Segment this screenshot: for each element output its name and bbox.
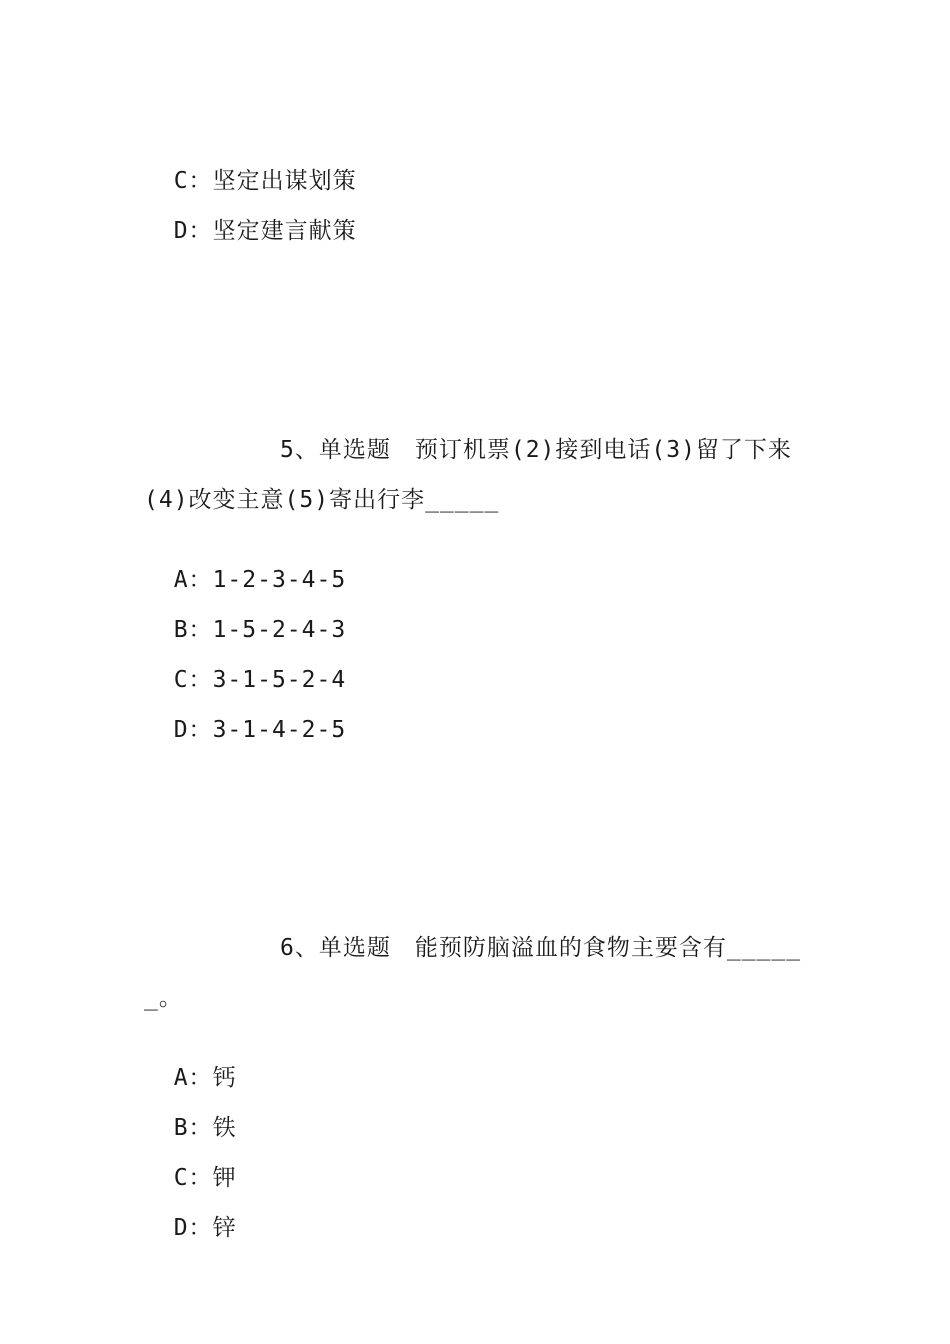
question-5-stem-line1: 5、单选题 预订机票(2)接到电话(3)留了下来: [280, 437, 792, 463]
option-key: D：: [173, 717, 213, 743]
option-text: 铁: [212, 1115, 237, 1141]
option-text: 钙: [212, 1065, 237, 1091]
option-key: D：: [173, 218, 213, 244]
option-key: A：: [173, 567, 213, 593]
question-6-stem-line2: _。: [144, 985, 183, 1011]
option-key: C：: [173, 1165, 213, 1191]
option-key: C：: [173, 667, 213, 693]
question-5-option-d: [144, 685, 346, 745]
option-key: A：: [173, 1065, 213, 1091]
question-5-stem-line2: (4)改变主意(5)寄出行李_____: [144, 487, 500, 513]
option-text: 锌: [212, 1215, 237, 1241]
option-key: B：: [173, 617, 213, 643]
question-6-option-d: [144, 1183, 237, 1243]
option-text: 1-5-2-4-3: [212, 617, 347, 643]
option-text: 钾: [212, 1165, 237, 1191]
option-text: 坚定出谋划策: [212, 168, 357, 194]
option-text: 坚定建言献策: [212, 218, 357, 244]
option-text: 3-1-4-2-5: [212, 717, 347, 743]
option-d: [144, 186, 357, 246]
option-key: C：: [173, 168, 213, 194]
option-text: 1-2-3-4-5: [212, 567, 347, 593]
option-key: B：: [173, 1115, 213, 1141]
option-text: 3-1-5-2-4: [212, 667, 347, 693]
question-6-stem-line1: 6、单选题 能预防脑溢血的食物主要含有_____: [280, 935, 802, 961]
option-key: D：: [173, 1215, 213, 1241]
